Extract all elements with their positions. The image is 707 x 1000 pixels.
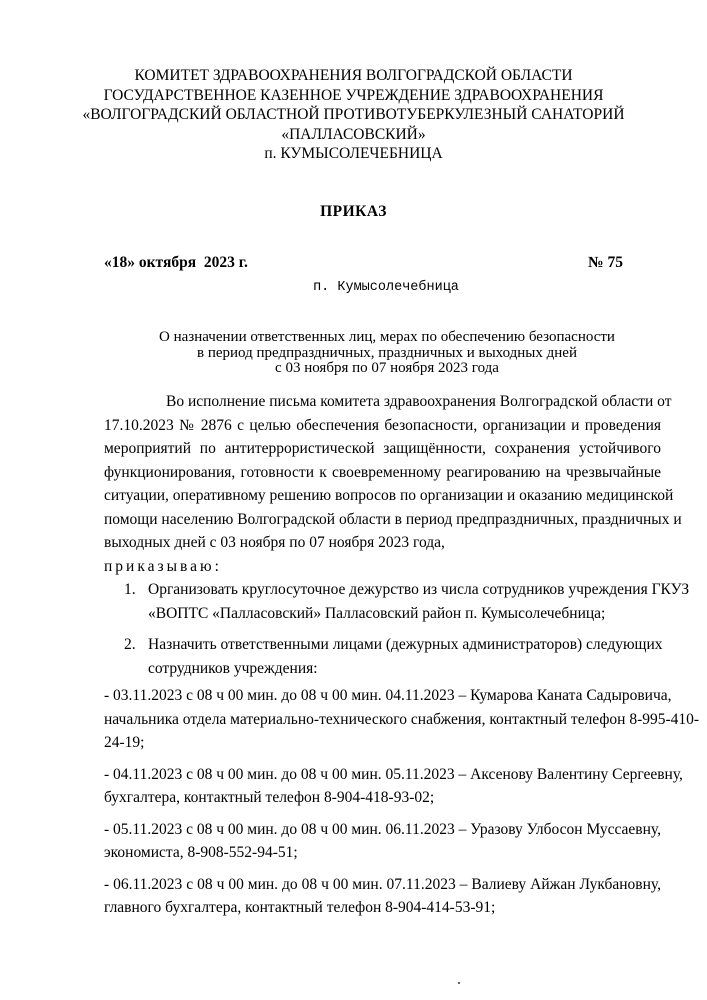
institution-header (0, 66, 707, 164)
preamble-line: мероприятий по антитеррористической защищённости, сохранения устойчивого (104, 440, 661, 457)
document-title: ПРИКАЗ (320, 203, 387, 220)
subject-line: О назначении ответственных лиц, мерах по обеспечению безопасности (159, 329, 615, 345)
duty-line: - 05.11.2023 с 08 ч 00 мин. до 08 ч 00 мин. 06.11.2023 – Уразову Улбосон Муссаевну, (104, 820, 661, 838)
order-item (104, 578, 690, 625)
duty-line: - 04.11.2023 с 08 ч 00 мин. до 08 ч 00 мин. 05.11.2023 – Аксенову Валентину Сергеевну, (104, 765, 683, 783)
duty-entry (104, 818, 661, 865)
header-institution-name-cont: «ПАЛЛАСОВСКИЙ» (281, 125, 426, 143)
order-item-number: 1. (124, 581, 136, 598)
duty-line: экономиста, 8-908-552-94-51; (104, 844, 298, 861)
order-item-line: сотрудников учреждения: (148, 659, 318, 677)
header-institution-name: «ВОЛГОГРАДСКИЙ ОБЛАСТНОЙ ПРОТИВОТУБЕРКУЛЕЗНЫЙ САНАТОРИЙ (82, 106, 625, 123)
preamble-line: выходных дней с 03 ноября по 07 ноября 2023 года, (104, 534, 445, 551)
preamble-line: помощи населению Волгоградской области в период предпраздничных, праздничных и (104, 510, 682, 528)
duty-line: 24-19; (104, 734, 145, 751)
duty-list (104, 684, 700, 920)
order-item-line: «ВОПТС «Палласовский» Палласовский район п. Кумысолечебница; (148, 604, 606, 622)
preamble-line: 17.10.2023 № 2876 с целью обеспечения безопасности, организации и проведения (104, 416, 661, 434)
order-word: приказываю: (104, 557, 222, 575)
duty-line: - 03.11.2023 с 08 ч 00 мин. до 08 ч 00 мин. 04.11.2023 – Кумарова Каната Садыровича, (104, 687, 672, 704)
subject-line: в период предпраздничных, праздничных и выходных дней (197, 344, 577, 361)
preamble-line: функционирования, готовности к своевременному реагированию на чрезвычайные (104, 463, 661, 481)
order-item-line: Организовать круглосуточное дежурство из числа сотрудников учреждения ГКУЗ (148, 581, 690, 598)
order-item-number: 2. (124, 636, 136, 653)
header-committee: КОМИТЕТ ЗДРАВООХРАНЕНИЯ ВОЛГОГРАДСКОЙ ОБЛАСТИ (134, 67, 573, 84)
scan-dot (458, 982, 460, 984)
order-item-line: Назначить ответственными лицами (дежурных администраторов) следующих (148, 636, 663, 653)
header-location: п. КУМЫСОЛЕЧЕБНИЦА (264, 145, 443, 162)
header-institution-type: ГОСУДАРСТВЕННОЕ КАЗЕННОЕ УЧРЕЖДЕНИЕ ЗДРАВООХРАНЕНИЯ (103, 86, 604, 104)
duty-entry (104, 873, 661, 920)
duty-line: - 06.11.2023 с 08 ч 00 мин. до 08 ч 00 мин. 07.11.2023 – Валиеву Айжан Лукбановну, (104, 875, 661, 893)
order-item (104, 633, 661, 680)
order-number: № 75 (588, 254, 623, 271)
order-subject (0, 330, 707, 377)
preamble-line: Во исполнение письма комитета здравоохранения Волгоградской области от (166, 393, 672, 410)
duty-line: главного бухгалтера, контактный телефон 8-904-414-53-91; (104, 899, 496, 916)
order-place: п. Кумысолечебница (313, 280, 459, 295)
preamble-paragraph (104, 390, 682, 555)
duty-entry (104, 763, 683, 810)
duty-entry (104, 684, 700, 755)
duty-line: начальника отдела материально-технического снабжения, контактный телефон 8-995-410- (104, 710, 700, 728)
duty-line: бухгалтера, контактный телефон 8-904-418-93-02; (104, 789, 435, 806)
order-body (104, 390, 690, 680)
order-date: «18» октября 2023 г. (104, 254, 248, 271)
preamble-line: ситуации, оперативному решению вопросов по организации и оказанию медицинской (104, 487, 674, 504)
subject-line: с 03 ноября по 07 ноября 2023 года (275, 360, 499, 376)
